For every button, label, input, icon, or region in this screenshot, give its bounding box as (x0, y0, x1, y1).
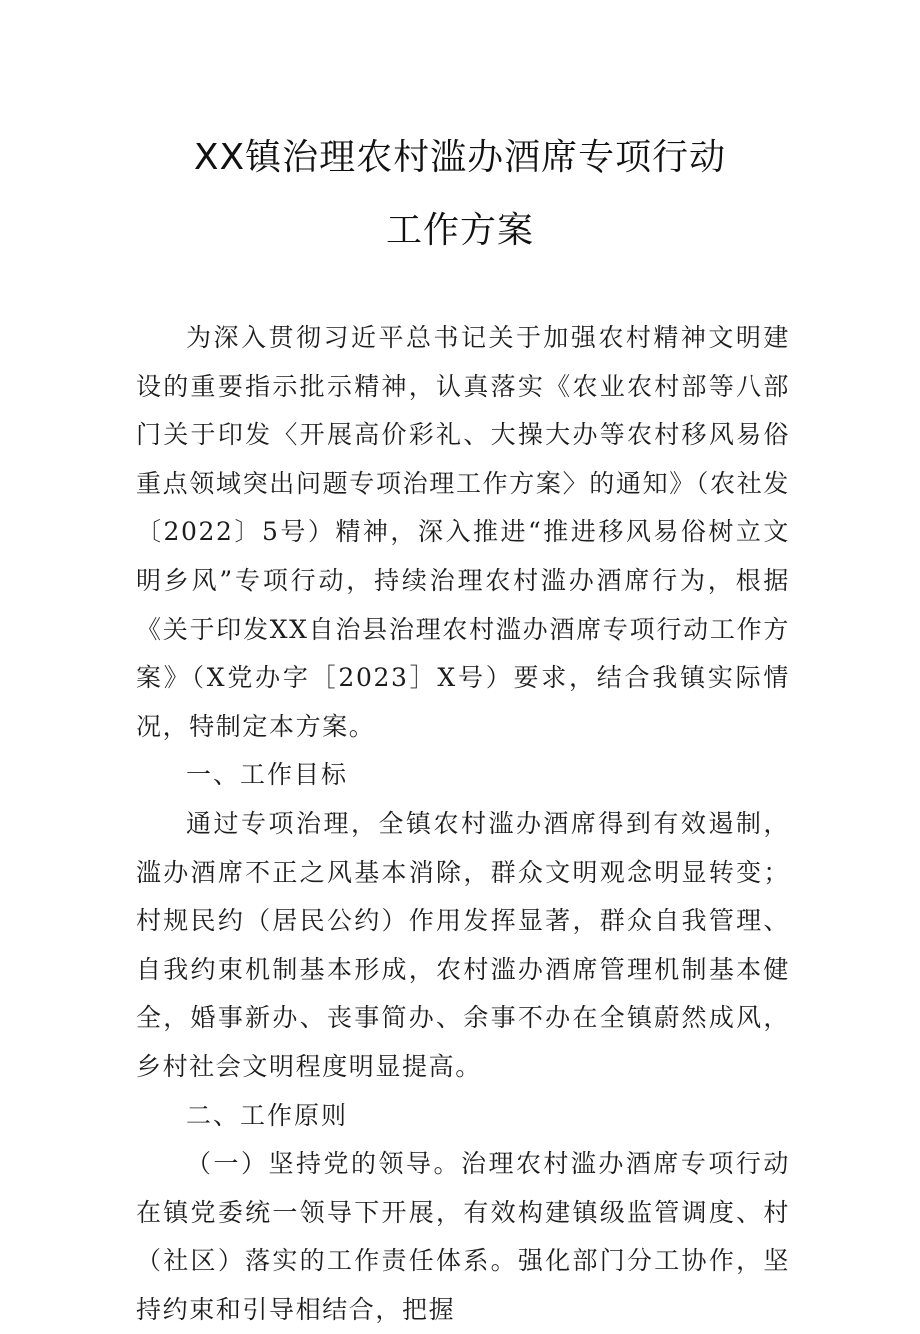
work-goal-paragraph: 通过专项治理，全镇农村滥办酒席得到有效遏制，滥办酒席不正之风基本消除，群众文明观念明显转变；村规民约（居民公约）作用发挥显著，群众自我管理、自我约束机制基本形成，农村滥办酒席管理机制基本健全，婚事新办、丧事简办、余事不办在全镇蔚然成风，乡村社会文明程度明显提高。 (136, 808, 790, 1081)
document-title-line-1: XX镇治理农村滥办酒席专项行动 (193, 137, 727, 178)
section-heading-work-goal: 一、工作目标 (186, 760, 349, 790)
intro-paragraph: 为深入贯彻习近平总书记关于加强农村精神文明建设的重要指示批示精神，认真落实《农业农村部等八部门关于印发〈开展高价彩礼、大操大办等农村移风易俗重点领域突出问题专项治理工作方案〉的通知》（农社发〔2022〕5号）精神，深入推进“推进移风易俗树立文明乡风”专项行动，持续治理农村滥办酒席行为，根据《关于印发XX自治县治理农村滥办酒席专项行动工作方案》（X党办字［2023］X号）要求，结合我镇实际情况，特制定本方案。 (136, 323, 790, 741)
section-heading-work-principle: 二、工作原则 (186, 1100, 349, 1130)
principle-one-paragraph: （一）坚持党的领导。治理农村滥办酒席专项行动在镇党委统一领导下开展，有效构建镇级监管调度、村（社区）落实的工作责任体系。强化部门分工协作，坚持约束和引导相结合，把握 (136, 1149, 790, 1324)
document-body (136, 314, 790, 1334)
document-title-line-2: 工作方案 (385, 210, 534, 251)
